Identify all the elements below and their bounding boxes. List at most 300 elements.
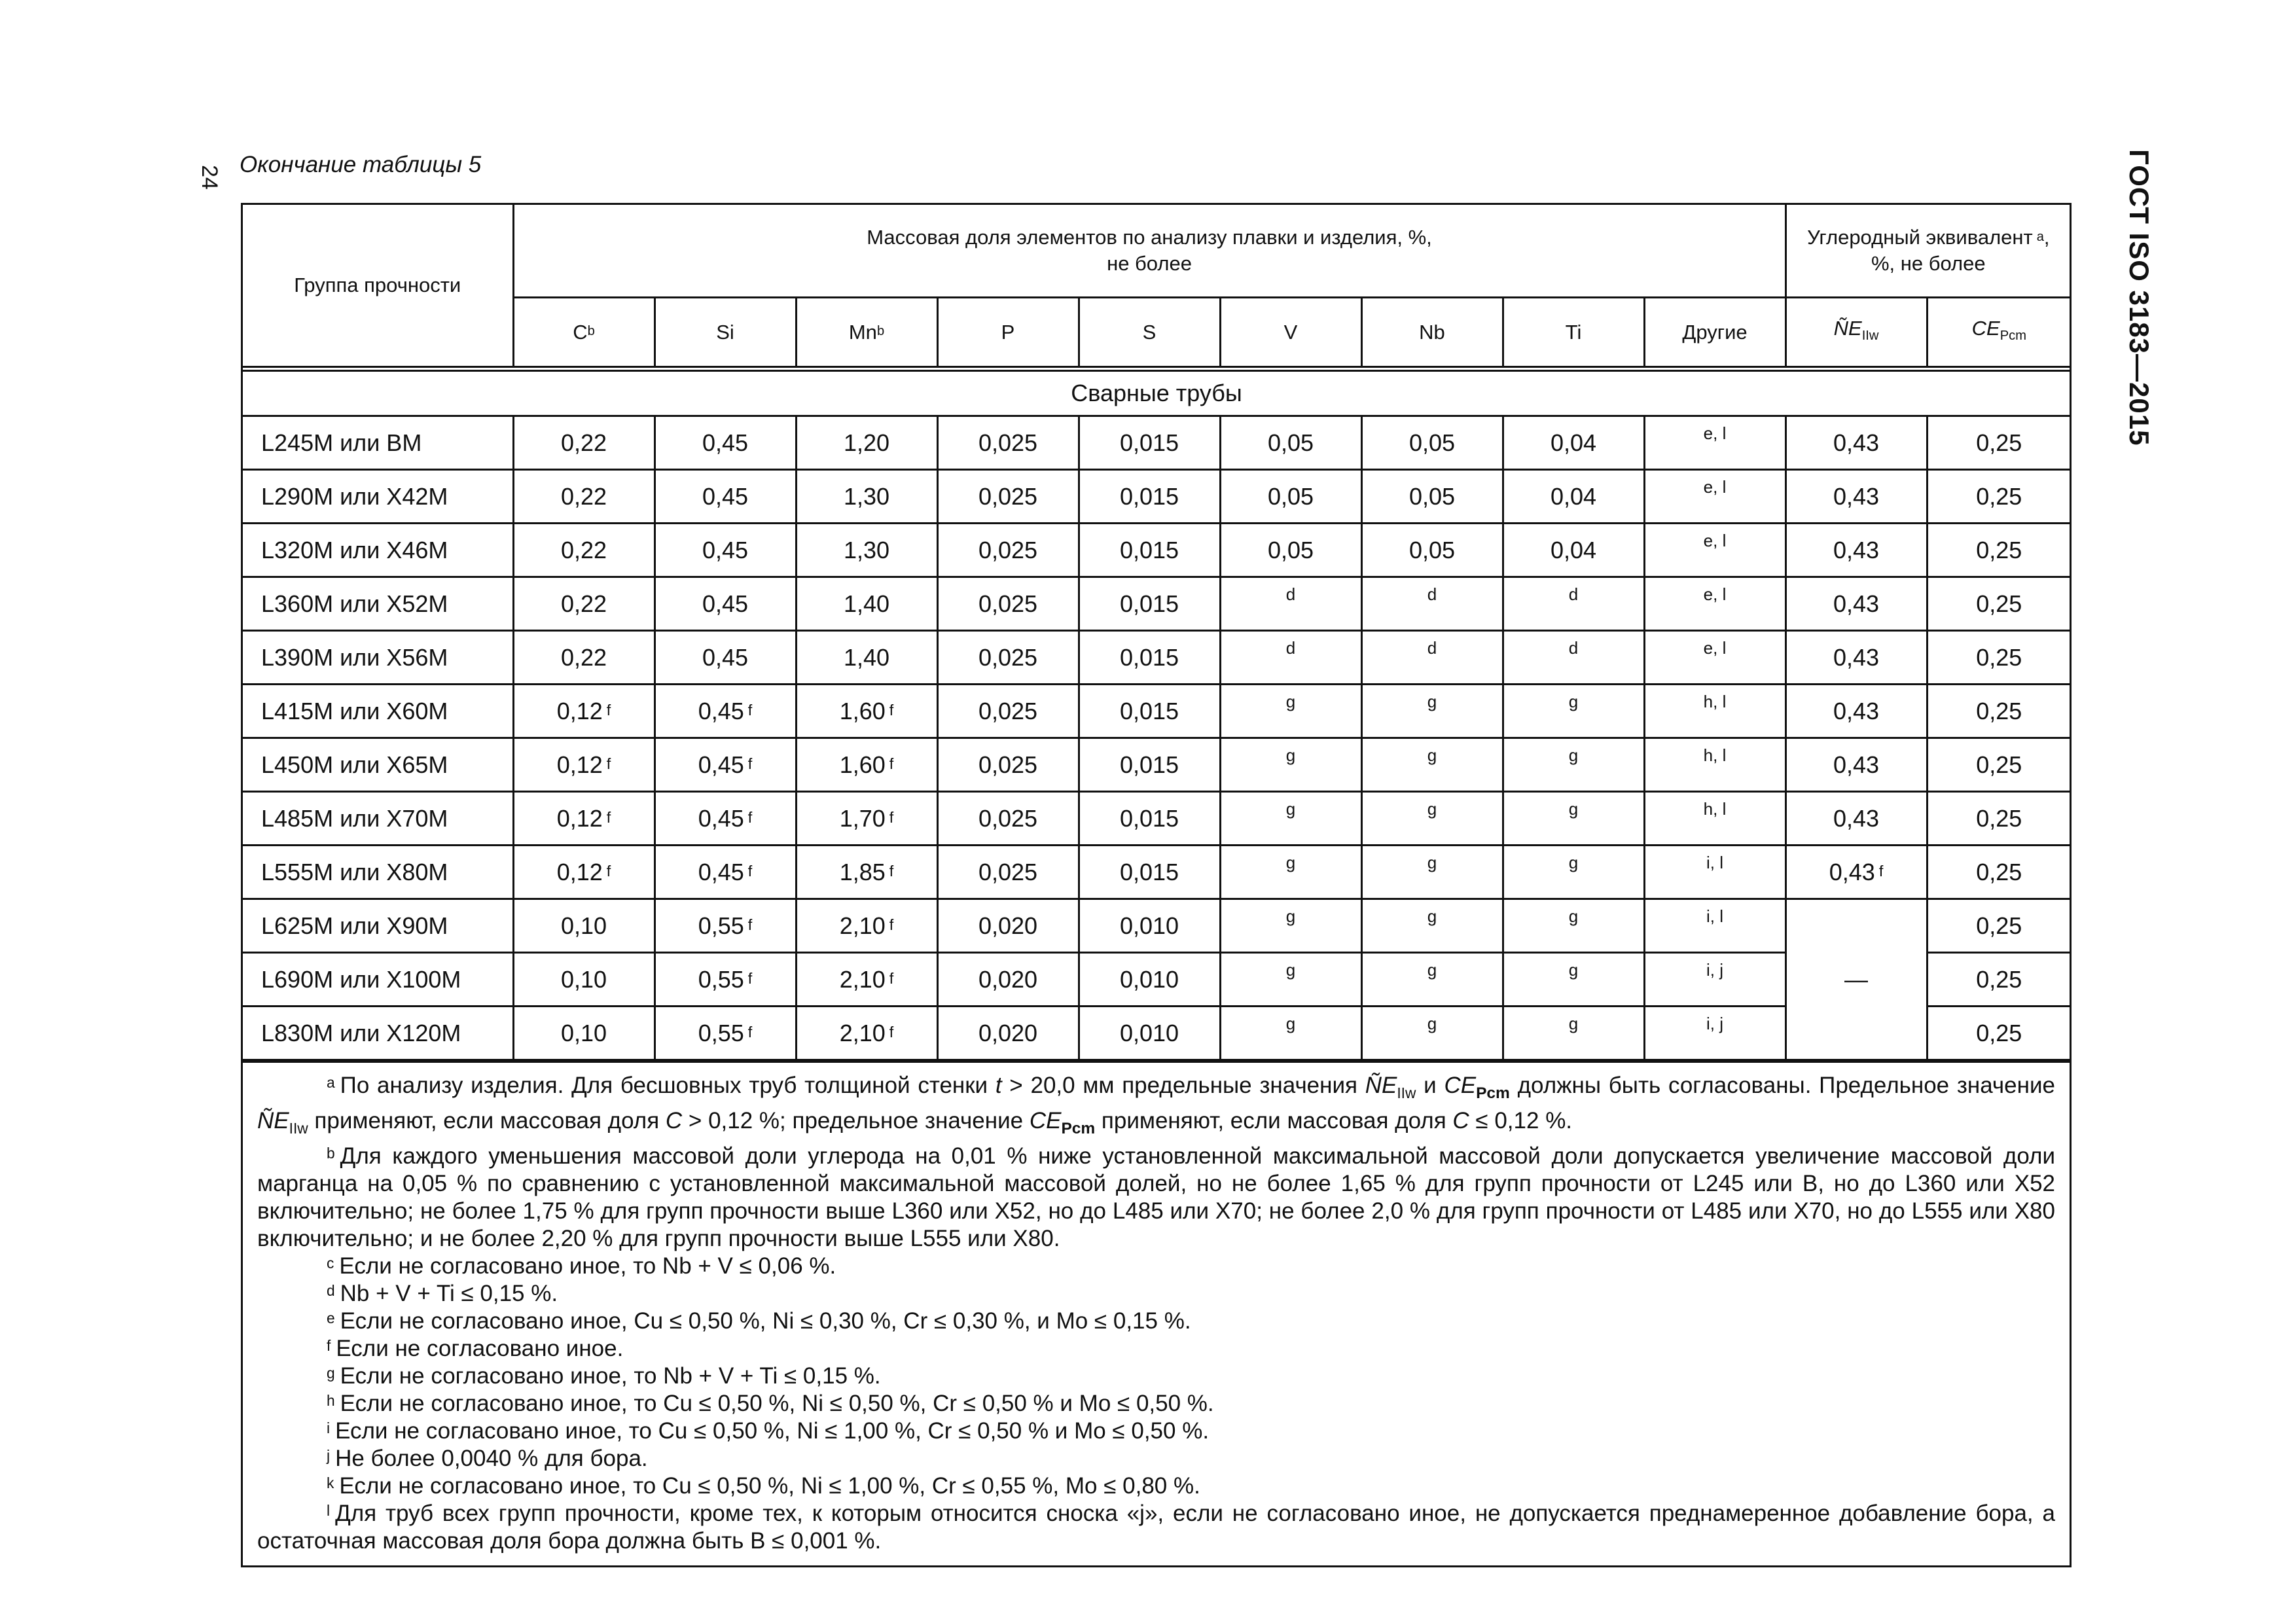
cell-value: i, l	[1706, 906, 1724, 926]
cell-value: g	[1427, 1014, 1437, 1033]
cell-p	[937, 631, 1079, 685]
cell-ti	[1503, 953, 1644, 1007]
cell-ce-pcm: 0,25	[1927, 792, 2070, 846]
cell-footnote-ref: f	[606, 701, 611, 719]
cell-value: 0,12	[556, 697, 603, 724]
cell-mn	[796, 738, 937, 792]
cell-footnote-ref: f	[889, 1023, 894, 1041]
cell-value: d	[1568, 638, 1579, 658]
col-header-mn	[796, 298, 937, 369]
col-label: P	[1001, 320, 1015, 344]
cell-value: 0,010	[1119, 912, 1179, 939]
cell-v	[1220, 577, 1361, 631]
cell-c	[513, 846, 655, 899]
col-header-ti	[1503, 298, 1644, 369]
cell-ti	[1503, 846, 1644, 899]
col-label: C	[573, 320, 588, 344]
cell-mn	[796, 899, 937, 953]
cell-c	[513, 524, 655, 577]
footnote-l	[257, 1500, 2055, 1555]
cell-p	[937, 1007, 1079, 1060]
footnote-text: Если не согласовано иное, то Cu ≤ 0,50 %, Ni ≤ 1,00 %, Cr ≤ 0,55 %, Mo ≤ 0,80 %.	[339, 1473, 1200, 1499]
cell-si	[655, 953, 796, 1007]
cell-si	[655, 792, 796, 846]
cell-value: 0,05	[1267, 536, 1314, 563]
cell-value: 0,45	[702, 536, 749, 563]
footnote-text: Если не согласовано иное, то Cu ≤ 0,50 %, Ni ≤ 1,00 %, Cr ≤ 0,50 % и Mo ≤ 0,50 %.	[335, 1418, 1210, 1444]
cell-other	[1644, 1007, 1785, 1060]
col-header-other	[1644, 298, 1785, 369]
cell-value: h, l	[1703, 745, 1727, 765]
cell-p	[937, 416, 1079, 470]
cell-value: i, l	[1706, 853, 1724, 872]
cell-value: g	[1285, 745, 1296, 765]
cell-value: 0,43	[1833, 590, 1880, 617]
header-ce-comma: ,	[2043, 226, 2050, 249]
cell-ce-pcm: 0,25	[1927, 685, 2070, 738]
page-number: 24	[197, 165, 222, 190]
cell-value: 0,015	[1119, 429, 1179, 456]
cell-value: 0,45	[698, 751, 744, 778]
footnote-text: Если не согласовано иное, то Cu ≤ 0,50 %, Ni ≤ 0,50 %, Cr ≤ 0,50 % и Mo ≤ 0,50 %.	[340, 1391, 1214, 1416]
cell-value: g	[1568, 692, 1579, 711]
cell-other	[1644, 846, 1785, 899]
col-header-nb	[1361, 298, 1503, 369]
footnote-mark: h	[327, 1392, 335, 1410]
cell-value: 1,30	[843, 482, 890, 510]
header-ce-title	[1787, 224, 2071, 251]
header-group: Группа прочности	[243, 205, 513, 369]
table-row	[243, 524, 2070, 577]
cell-p	[937, 470, 1079, 524]
cell-grade: L415M или X60M	[243, 685, 513, 738]
cell-value: 0,12	[556, 804, 603, 832]
cell-v	[1220, 899, 1361, 953]
cell-ce-pcm: 0,25	[1927, 1007, 2070, 1060]
section-title: Сварные трубы	[243, 369, 2070, 416]
cell-mn	[796, 953, 937, 1007]
cell-c	[513, 631, 655, 685]
col-label: ÑE	[1833, 316, 1862, 340]
cell-value: 0,05	[1267, 429, 1314, 456]
cell-value: g	[1568, 1014, 1579, 1033]
cell-value: g	[1568, 906, 1579, 926]
cell-nb	[1361, 631, 1503, 685]
cell-value: 0,43	[1833, 751, 1880, 778]
cell-s	[1079, 953, 1220, 1007]
cell-nb	[1361, 1007, 1503, 1060]
cell-nb	[1361, 577, 1503, 631]
cell-value: 0,45	[702, 643, 749, 671]
cell-grade: L360M или X52M	[243, 577, 513, 631]
cell-other	[1644, 953, 1785, 1007]
cell-value: 0,43	[1833, 697, 1880, 724]
col-header-p	[937, 298, 1079, 369]
cell-value: 0,015	[1119, 858, 1179, 885]
footnote-j	[257, 1445, 2055, 1472]
cell-c	[513, 1007, 655, 1060]
cell-nb	[1361, 899, 1503, 953]
cell-mn	[796, 470, 937, 524]
cell-footnote-ref: f	[606, 808, 611, 826]
cell-c	[513, 577, 655, 631]
cell-c	[513, 685, 655, 738]
cell-value: 0,43	[1833, 482, 1880, 510]
cell-nb	[1361, 846, 1503, 899]
header-ce-sup: a	[2036, 229, 2044, 244]
cell-p	[937, 953, 1079, 1007]
cell-value: g	[1285, 1014, 1296, 1033]
cell-value: 0,015	[1119, 751, 1179, 778]
cell-value: d	[1427, 584, 1437, 604]
footnote-var: ÑE	[257, 1108, 289, 1133]
cell-nb	[1361, 685, 1503, 738]
footnote-d	[257, 1280, 2055, 1308]
footnote-text: > 0,12 %; предельное значение	[682, 1108, 1030, 1133]
col-sup: b	[876, 324, 885, 339]
header-ce-unit: %, не более	[1871, 252, 1986, 275]
footnote-text: Nb + V + Ti ≤ 0,15 %.	[340, 1281, 558, 1306]
cell-value: 0,45	[698, 697, 744, 724]
cell-mn	[796, 631, 937, 685]
cell-value: g	[1568, 853, 1579, 872]
cell-other	[1644, 685, 1785, 738]
cell-footnote-ref: f	[889, 862, 894, 880]
cell-value: 0,12	[556, 751, 603, 778]
footnote-mark: k	[327, 1474, 334, 1492]
cell-value: 0,025	[978, 751, 1038, 778]
cell-si	[655, 846, 796, 899]
footnote-mark: g	[327, 1364, 335, 1382]
cell-s	[1079, 1007, 1220, 1060]
footnote-text: Если не согласовано иное, то Nb + V + Ti ≤ 0,15 %.	[340, 1363, 881, 1389]
cell-si	[655, 524, 796, 577]
footnote-text: По анализу изделия. Для бесшовных труб толщиной стенки	[340, 1073, 996, 1098]
cell-nb	[1361, 470, 1503, 524]
cell-ce-iiw	[1785, 792, 1927, 846]
cell-value: 0,45	[698, 804, 744, 832]
cell-value: 0,22	[560, 536, 607, 563]
cell-value: 0,010	[1119, 965, 1179, 993]
col-header-s	[1079, 298, 1220, 369]
cell-footnote-ref: f	[747, 862, 753, 880]
cell-other	[1644, 524, 1785, 577]
cell-value: g	[1427, 799, 1437, 819]
col-sub: IIw	[1861, 329, 1879, 344]
footnote-var: C	[665, 1108, 683, 1133]
cell-value: 0,025	[978, 429, 1038, 456]
cell-value: 0,020	[978, 1019, 1038, 1046]
cell-grade: L830M или X120M	[243, 1007, 513, 1060]
col-label: Si	[716, 320, 734, 344]
cell-other	[1644, 470, 1785, 524]
cell-footnote-ref: f	[889, 755, 894, 772]
cell-value: 0,22	[560, 429, 607, 456]
cell-v	[1220, 953, 1361, 1007]
cell-value: 0,015	[1119, 536, 1179, 563]
cell-p	[937, 685, 1079, 738]
footnote-var: CE	[1444, 1073, 1477, 1098]
footnote-mark: f	[327, 1337, 331, 1355]
cell-grade: L390M или X56M	[243, 631, 513, 685]
cell-value: 0,55	[698, 965, 744, 993]
cell-s	[1079, 470, 1220, 524]
cell-value: 1,60	[839, 751, 886, 778]
cell-value: g	[1427, 692, 1437, 711]
cell-s	[1079, 685, 1220, 738]
table-row	[243, 470, 2070, 524]
cell-v	[1220, 470, 1361, 524]
cell-grade: L485M или X70M	[243, 792, 513, 846]
cell-nb	[1361, 953, 1503, 1007]
cell-value: g	[1568, 745, 1579, 765]
cell-value: d	[1568, 584, 1579, 604]
cell-nb	[1361, 416, 1503, 470]
col-sub: Pcm	[2000, 329, 2026, 344]
cell-value: h, l	[1703, 799, 1727, 819]
cell-grade: L555M или X80M	[243, 846, 513, 899]
footnote-text: и	[1416, 1073, 1444, 1098]
cell-other	[1644, 899, 1785, 953]
cell-nb	[1361, 792, 1503, 846]
cell-v	[1220, 846, 1361, 899]
footnote-var: ÑE	[1365, 1073, 1397, 1098]
cell-si	[655, 577, 796, 631]
cell-ce-iiw	[1785, 631, 1927, 685]
cell-value: 0,025	[978, 482, 1038, 510]
cell-value: 0,04	[1550, 536, 1597, 563]
cell-footnote-ref: f	[889, 916, 894, 933]
cell-other	[1644, 631, 1785, 685]
cell-p	[937, 792, 1079, 846]
cell-si	[655, 631, 796, 685]
cell-ti	[1503, 792, 1644, 846]
cell-ce-iiw	[1785, 846, 1927, 899]
cell-ti	[1503, 577, 1644, 631]
cell-value: g	[1427, 960, 1437, 980]
footnote-var: CE	[1029, 1108, 1062, 1133]
cell-v	[1220, 416, 1361, 470]
cell-value: 0,020	[978, 965, 1038, 993]
footnote-sub: Pcm	[1061, 1120, 1096, 1137]
cell-mn	[796, 685, 937, 738]
cell-value: 2,10	[839, 912, 886, 939]
footnote-text: Для труб всех групп прочности, кроме тех, к которым относится сноска «j», если не согласовано иное, не допускается преднамеренное добавление бора, а остаточная массовая доля бора должна быть B ≤ 0,001 %.	[257, 1501, 2055, 1554]
cell-value: 0,015	[1119, 697, 1179, 724]
cell-value: 0,43	[1829, 858, 1875, 885]
cell-value: 0,10	[560, 1019, 607, 1046]
cell-v	[1220, 524, 1361, 577]
footnote-text: применяют, если массовая доля	[308, 1108, 666, 1133]
cell-ti	[1503, 899, 1644, 953]
cell-c	[513, 899, 655, 953]
cell-ce-pcm: 0,25	[1927, 846, 2070, 899]
cell-s	[1079, 524, 1220, 577]
footnote-mark: l	[327, 1502, 331, 1520]
table-row	[243, 846, 2070, 899]
cell-v	[1220, 792, 1361, 846]
cell-value: e, l	[1703, 477, 1727, 497]
footnote-text: применяют, если массовая доля	[1095, 1108, 1453, 1133]
cell-ce-pcm: 0,25	[1927, 416, 2070, 470]
cell-ce-iiw	[1785, 416, 1927, 470]
col-header-c	[513, 298, 655, 369]
cell-value: g	[1285, 799, 1296, 819]
cell-value: i, j	[1706, 1014, 1724, 1033]
cell-value: 0,22	[560, 482, 607, 510]
cell-mn	[796, 577, 937, 631]
cell-footnote-ref: f	[747, 969, 753, 987]
cell-ti	[1503, 631, 1644, 685]
cell-value: 0,55	[698, 1019, 744, 1046]
cell-si	[655, 899, 796, 953]
header-mass-fraction-text: Массовая доля элементов по анализу плавки и изделия, %, не более	[867, 226, 1432, 275]
cell-value: d	[1285, 584, 1296, 604]
footnote-mark: e	[327, 1310, 335, 1327]
cell-grade: L290M или X42M	[243, 470, 513, 524]
col-label: Другие	[1682, 320, 1748, 344]
cell-value: 0,025	[978, 536, 1038, 563]
cell-ti	[1503, 524, 1644, 577]
cell-p	[937, 738, 1079, 792]
cell-mn	[796, 1007, 937, 1060]
cell-ti	[1503, 470, 1644, 524]
cell-value: e, l	[1703, 584, 1727, 604]
cell-footnote-ref: f	[889, 808, 894, 826]
cell-mn	[796, 416, 937, 470]
cell-ce-pcm: 0,25	[1927, 899, 2070, 953]
cell-s	[1079, 738, 1220, 792]
table-row	[243, 631, 2070, 685]
cell-ce-iiw	[1785, 577, 1927, 631]
cell-ti	[1503, 416, 1644, 470]
footnotes	[243, 1061, 2070, 1565]
cell-value: 0,22	[560, 643, 607, 671]
cell-footnote-ref: f	[889, 701, 894, 719]
cell-value: 2,10	[839, 965, 886, 993]
cell-ce-pcm: 0,25	[1927, 524, 2070, 577]
footnote-text: Если не согласовано иное, то Nb + V ≤ 0,06 %.	[339, 1253, 836, 1279]
footnote-mark: c	[327, 1255, 334, 1272]
col-label: CE	[1971, 316, 2000, 340]
cell-value: e, l	[1703, 638, 1727, 658]
footnote-mark: a	[327, 1074, 335, 1092]
cell-ce-pcm: 0,25	[1927, 953, 2070, 1007]
cell-footnote-ref: f	[606, 755, 611, 772]
composition-table	[243, 205, 2070, 1061]
col-header-ce-iiw	[1785, 298, 1927, 369]
table-caption: Окончание таблицы 5	[240, 152, 482, 177]
cell-mn	[796, 792, 937, 846]
cell-footnote-ref: f	[889, 969, 894, 987]
cell-footnote-ref: f	[747, 701, 753, 719]
cell-si	[655, 1007, 796, 1060]
cell-s	[1079, 416, 1220, 470]
cell-si	[655, 685, 796, 738]
table-row	[243, 792, 2070, 846]
footnote-i	[257, 1418, 2055, 1445]
cell-ce-iiw	[1785, 738, 1927, 792]
cell-value: g	[1285, 853, 1296, 872]
cell-value: 0,025	[978, 804, 1038, 832]
col-header-si	[655, 298, 796, 369]
cell-value: 0,05	[1267, 482, 1314, 510]
cell-other	[1644, 792, 1785, 846]
cell-ce-pcm: 0,25	[1927, 738, 2070, 792]
col-label: Mn	[848, 320, 877, 344]
cell-value: g	[1285, 906, 1296, 926]
cell-si	[655, 738, 796, 792]
cell-s	[1079, 792, 1220, 846]
cell-value: 0,010	[1119, 1019, 1179, 1046]
cell-footnote-ref: f	[606, 862, 611, 880]
cell-p	[937, 577, 1079, 631]
cell-ce-iiw	[1785, 470, 1927, 524]
footnote-sub: IIw	[289, 1120, 308, 1137]
cell-footnote-ref: f	[1878, 862, 1884, 880]
cell-mn	[796, 846, 937, 899]
cell-value: 0,015	[1119, 482, 1179, 510]
cell-grade: L245M или BM	[243, 416, 513, 470]
footnote-var: t	[995, 1073, 1002, 1098]
footnote-c	[257, 1253, 2055, 1280]
cell-c	[513, 953, 655, 1007]
cell-value: 0,10	[560, 965, 607, 993]
footnote-text: ≤ 0,12 %.	[1469, 1108, 1573, 1133]
col-label: Ti	[1565, 320, 1582, 344]
cell-value: e, l	[1703, 423, 1727, 443]
cell-value: e, l	[1703, 531, 1727, 550]
cell-ti	[1503, 1007, 1644, 1060]
cell-value: 0,05	[1408, 536, 1456, 563]
footnote-h	[257, 1390, 2055, 1418]
cell-grade: L625M или X90M	[243, 899, 513, 953]
footnote-a	[257, 1072, 2055, 1143]
cell-footnote-ref: f	[747, 1023, 753, 1041]
cell-value: g	[1568, 799, 1579, 819]
col-header-v	[1220, 298, 1361, 369]
cell-other	[1644, 577, 1785, 631]
cell-ti	[1503, 685, 1644, 738]
cell-v	[1220, 631, 1361, 685]
cell-c	[513, 738, 655, 792]
col-label: Nb	[1419, 320, 1445, 344]
cell-grade: L450M или X65M	[243, 738, 513, 792]
cell-value: 0,020	[978, 912, 1038, 939]
cell-value: g	[1285, 692, 1296, 711]
cell-footnote-ref: f	[747, 916, 753, 933]
cell-other	[1644, 416, 1785, 470]
cell-value: 0,015	[1119, 590, 1179, 617]
footnote-text: должны быть согласованы. Предельное значение	[1509, 1073, 2055, 1098]
footnote-sub: Pcm	[1476, 1084, 1510, 1102]
cell-value: h, l	[1703, 692, 1727, 711]
cell-s	[1079, 631, 1220, 685]
cell-value: 0,55	[698, 912, 744, 939]
cell-ce-pcm: 0,25	[1927, 470, 2070, 524]
cell-value: 1,40	[843, 590, 890, 617]
cell-value: 0,10	[560, 912, 607, 939]
cell-value: g	[1427, 853, 1437, 872]
cell-value: 0,43	[1833, 804, 1880, 832]
cell-value: 0,015	[1119, 804, 1179, 832]
footnote-mark: i	[327, 1419, 331, 1437]
cell-value: d	[1285, 638, 1296, 658]
cell-value: 0,45	[698, 858, 744, 885]
cell-value: 0,22	[560, 590, 607, 617]
footnote-e	[257, 1308, 2055, 1335]
standard-code: ГОСТ ISO 3183—2015	[2124, 149, 2155, 446]
